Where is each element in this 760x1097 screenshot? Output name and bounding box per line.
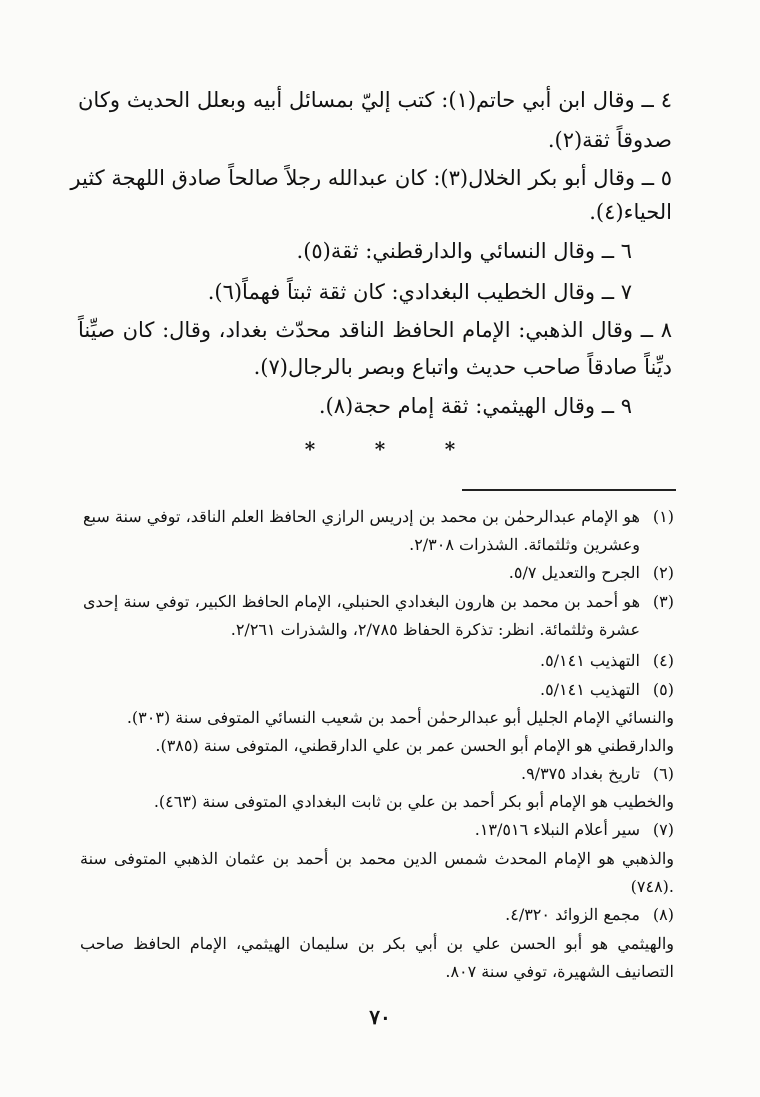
main-line-5a: ٥ ــ وقال أبو بكر الخلال(٣): كان عبدالله رجلاً صالحاً صادق اللهجة كثير (70, 166, 672, 190)
footnote-number-6: (٦) (652, 764, 674, 783)
main-line-5b: الحياء(٤). (589, 200, 672, 224)
star-ornament: * (444, 437, 456, 461)
footnote-number-7: (٧) (652, 820, 674, 839)
main-line-9: ٩ ــ وقال الهيثمي: ثقة إمام حجة(٨). (318, 394, 632, 418)
footnote-1-line-2: وعشرين وثلثمائة. الشذرات ٢/٣٠٨. (409, 535, 640, 554)
footnote-number-3: (٣) (652, 592, 674, 611)
footnote-8-line-3: التصانيف الشهيرة، توفي سنة ٨٠٧. (445, 962, 674, 981)
footnote-3-line-1: هو أحمد بن محمد بن هارون البغدادي الحنبلي، الإمام الحافظ الكبير، توفي سنة إحدى (83, 592, 641, 611)
section-divider-stars (300, 437, 460, 461)
footnote-5-line-2: والنسائي الإمام الجليل أبو عبدالرحمٰن أحمد بن شعيب النسائي المتوفى سنة (٣٠٣). (126, 708, 674, 727)
main-line-6: ٦ ــ وقال النسائي والدارقطني: ثقة(٥). (296, 239, 632, 263)
footnote-6-line-1: تاريخ بغداد ٩/٣٧٥. (520, 764, 640, 783)
star-ornament: * (374, 437, 386, 461)
main-line-4a: ٤ ــ وقال ابن أبي حاتم(١): كتب إليّ بمسائل أبيه وبعلل الحديث وكان (78, 88, 672, 112)
footnote-7-line-3: (٧٤٨). (630, 877, 674, 896)
main-line-7: ٧ ــ وقال الخطيب البغدادي: كان ثقة ثبتاً فهماً(٦). (207, 280, 632, 304)
page-number: ٧٠ (369, 1005, 391, 1029)
footnote-5-line-3: والدارقطني هو الإمام أبو الحسن عمر بن علي الدارقطني، المتوفى سنة (٣٨٥). (155, 736, 674, 755)
footnote-number-2: (٢) (652, 563, 674, 582)
footnote-2-line-1: الجرح والتعديل ٥/٧. (508, 563, 640, 582)
main-line-4b: صدوقاً ثقة(٢). (547, 128, 672, 152)
footnote-number-1: (١) (652, 507, 674, 526)
footnote-7-line-2: والذهبي هو الإمام المحدث شمس الدين محمد بن أحمد بن عثمان الذهبي المتوفى سنة (80, 849, 674, 868)
footnote-separator (462, 489, 676, 491)
footnote-5-line-1: التهذيب ٥/١٤١. (539, 680, 640, 699)
footnote-number-8: (٨) (652, 905, 674, 924)
main-line-8a: ٨ ــ وقال الذهبي: الإمام الحافظ الناقد محدّث بغداد، وقال: كان صيِّناً (78, 318, 672, 342)
footnote-number-4: (٤) (652, 651, 674, 670)
footnote-7-line-1: سير أعلام النبلاء ١٣/٥١٦. (474, 820, 640, 839)
footnote-8-line-2: والهيثمي هو أبو الحسن علي بن أبي بكر بن سليمان الهيثمي، الإمام الحافظ صاحب (80, 934, 674, 953)
footnote-8-line-1: مجمع الزوائد ٤/٣٢٠. (505, 905, 640, 924)
main-line-8b: ديِّناً صادقاً صاحب حديث واتباع وبصر بالرجال(٧). (253, 355, 672, 379)
footnote-number-5: (٥) (652, 680, 674, 699)
footnote-6-line-2: والخطيب هو الإمام أبو بكر أحمد بن علي بن ثابت البغدادي المتوفى سنة (٤٦٣). (153, 792, 674, 811)
footnote-3-line-2: عشرة وثلثمائة. انظر: تذكرة الحفاظ ٢/٧٨٥، والشذرات ٢/٢٦١. (230, 620, 640, 639)
footnote-4-line-1: التهذيب ٥/١٤١. (539, 651, 640, 670)
star-ornament: * (304, 437, 316, 461)
footnote-1-line-1: هو الإمام عبدالرحمٰن بن محمد بن إدريس الرازي الحافظ العلم الناقد، توفي سنة سبع (83, 507, 640, 526)
